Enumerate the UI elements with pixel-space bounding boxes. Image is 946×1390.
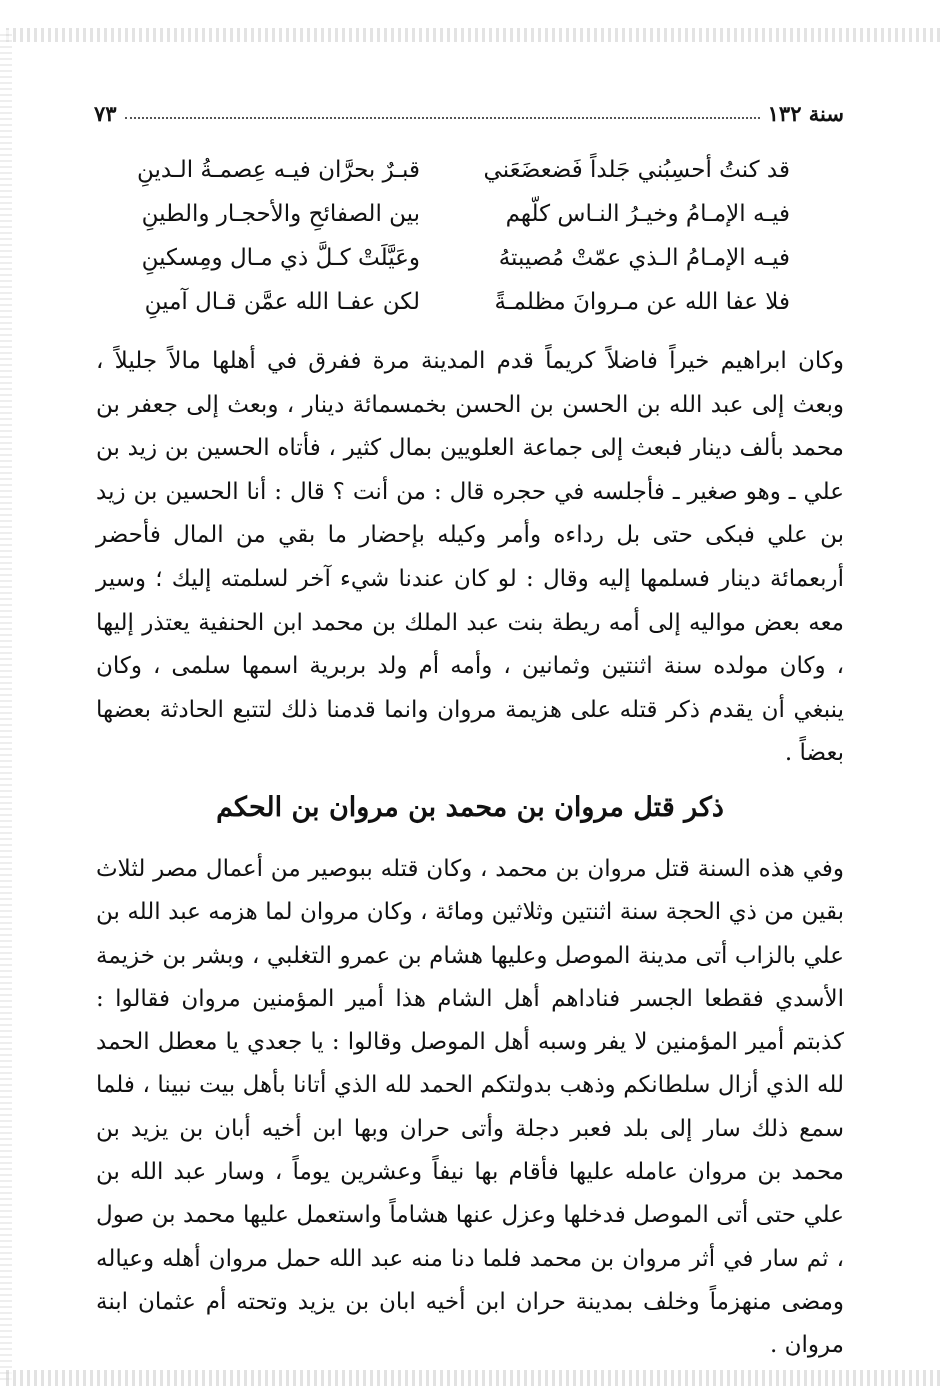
page-number: ٧٣: [94, 100, 117, 126]
decorative-border-left: [0, 30, 12, 1380]
decorative-border-top: [6, 28, 940, 42]
verse-first-hemistich: قد كنتُ أحسِبُني جَلداً فَضعضَعَني: [483, 157, 790, 183]
verse-second-hemistich: قبـرٌ بحرَّان فيـه عِصمـةُ الـدينِ: [137, 157, 420, 183]
poem-verse: [140, 192, 790, 236]
header-dotted-rule: [125, 117, 760, 119]
poem: [137, 148, 790, 324]
verse-first-hemistich: فيـه الإمـامُ وخيـرُ النـاس كلّهم: [505, 201, 790, 227]
page-header: [94, 98, 844, 128]
poem-verse: [140, 280, 790, 324]
verse-second-hemistich: بين الصفائحِ والأحجـار والطينِ: [141, 201, 420, 227]
section-heading: ذكر قتل مروان بن محمد بن مروان بن الحكم: [216, 792, 724, 823]
poem-verse: [140, 236, 790, 280]
body-paragraph-marwan: وفي هذه السنة قتل مروان بن محمد ، وكان قتله ببوصير من أعمال مصر لثلاث بقين من ذي الحجة سنة اثنتين وثلاثين ومائة ، وكان مروان لما هزمه عبد الله بن علي بالزاب أتى مدينة الموصل وعليها هشام بن عمرو التغلبي ، وبشر بن خزيمة الأسدي فقطعا الجسر فناداهم أهل الشام هذا أمير المؤمنين مروان فقالوا : كذبتم أمير المؤمنين لا يفر وسبه أهل الموصل وقالوا : يا جعدي يا معطل الحمد لله الذي أزال سلطانكم وذهب بدولتكم الحمد لله الذي أتانا بأهل بيت نبينا ، فلما سمع ذلك سار إلى بلد فعبر دجلة وأتى حران وبها ابن أخيه أبان بن يزيد بن محمد بن مروان عامله عليها فأقام بها نيفاً وعشرين يوماً ، وسار عبد الله بن علي حتى أتى الموصل فدخلها وعزل عنها هشاماً واستعمل عليها محمد بن صول ، ثم سار في أثر مروان بن محمد فلما دنا منه عبد الله حمل مروان أهله وعياله ومضى منهزماً وخلف بمدينة حران ابن أخيه ابان بن يزيد وتحته أم عثمان ابنة مروان .: [96, 856, 844, 1359]
verse-second-hemistich: لكن عفـا الله عمَّن قـال آمينِ: [144, 289, 420, 315]
poem-verse: [137, 148, 790, 192]
running-title: سنة ١٣٢: [767, 100, 844, 126]
decorative-border-bottom: [6, 1370, 940, 1386]
verse-first-hemistich: فيـه الإمـامُ الـذي عمّتْ مُصيبتهُ: [498, 245, 790, 271]
verse-first-hemistich: فلا عفا الله عن مـروانَ مظلمـةً: [494, 289, 790, 315]
body-paragraph-ibrahim: وكان ابراهيم خيراً فاضلاً كريماً قدم المدينة مرة ففرق في أهلها مالاً جليلاً ، وبعث إلى عبد الله بن الحسن بن الحسن بخمسمائة دينار ، وبعث إلى جعفر بن محمد بألف دينار فبعث إلى جماعة العلويين بمال كثير ، فأتاه الحسين بن زيد بن علي ـ وهو صغير ـ فأجلسه في حجره قال : من أنت ؟ قال : أنا الحسين بن زيد بن علي فبكى حتى بل رداءه وأمر وكيله بإحضار ما بقي من المال فأحضر أربعمائة دينار فسلمها إليه وقال : لو كان عندنا شيء آخر لسلمته إليك ؛ وسير معه بعض مواليه إلى أمه ريطة بنت عبد الملك بن محمد ابن الحنفية يعتذر إليها ، وكان مولده سنة اثنتين وثمانين ، وأمه أم ولد بربرية اسمها سلمى ، وكان ينبغي أن يقدم ذكر قتله على هزيمة مروان وانما قدمنا ذلك لتتبع الحادثة بعضها بعضاً .: [96, 348, 844, 767]
verse-second-hemistich: وعَيَّلَتْ كـلَّ ذي مـال ومِسكينِ: [141, 245, 420, 271]
